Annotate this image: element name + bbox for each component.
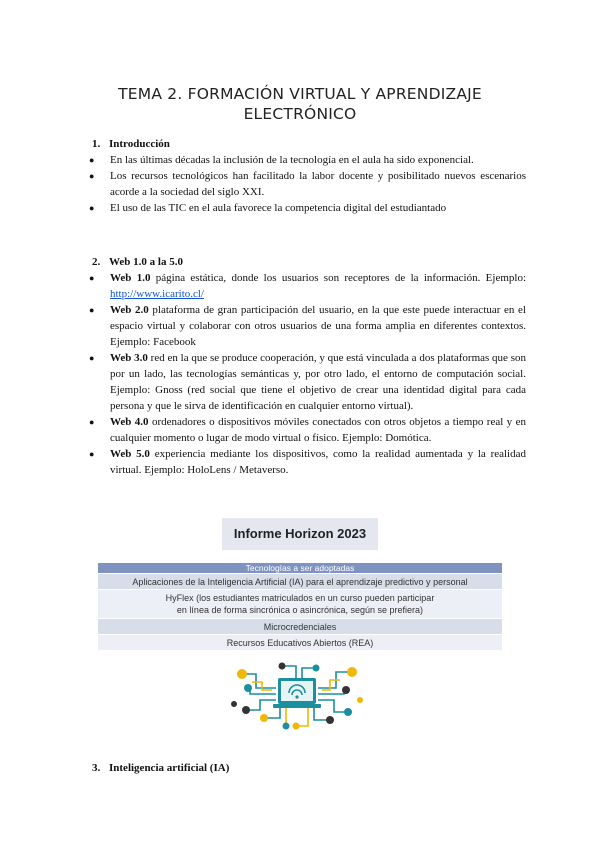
horizon-table — [98, 563, 502, 651]
icarito-link[interactable]: http://www.icarito.cl/ — [110, 288, 204, 300]
list-item: ● Los recursos tecnológicos han facilitado la labor docente y posibilitado nuevos escenarios acorde a la sociedad del siglo XXI. — [92, 168, 526, 200]
section-web — [92, 254, 526, 478]
list-item: ● El uso de las TIC en el aula favorece la competencia digital del estudiantado — [92, 200, 526, 216]
technology-network-illustration — [226, 660, 368, 732]
table-row: HyFlex (los estudiantes matriculados en un curso pueden participar en línea de forma sincrónica o asincrónica, según se prefiera) — [98, 590, 502, 619]
section-heading: 2. Web 1.0 a la 5.0 — [92, 256, 183, 268]
table-row: Aplicaciones de la Inteligencia Artificial (IA) para el aprendizaje predictivo y personal — [98, 574, 502, 590]
list-item-web2: ● Web 2.0 plataforma de gran participación del usuario, en la que este puede interactuar en el espacio virtual y colaborar con otros usuarios de una forma amplia en diferentes contextos. Ejemplo: Facebook — [92, 302, 526, 350]
list-item-web4: ● Web 4.0 ordenadores o dispositivos móviles conectados con otros objetos a tiempo real y en cualquier momento o lugar de modo virtual o físico. Ejemplo: Domótica. — [92, 414, 526, 446]
web-list — [92, 270, 526, 478]
title-line-1: TEMA 2. FORMACIÓN VIRTUAL Y APRENDIZAJE — [118, 85, 482, 103]
document-title — [60, 84, 540, 124]
list-item-web5: ● Web 5.0 experiencia mediante los dispositivos, como la realidad aumentada y la realidad virtual. Ejemplo: HoloLens / Metaverso. — [92, 446, 526, 478]
title-line-2: ELECTRÓNICO — [243, 105, 357, 123]
section-inteligencia-artificial: 3. Inteligencia artificial (IA) — [92, 762, 230, 774]
section-introduccion — [92, 136, 526, 216]
list-item-web1: ● Web 1.0 página estática, donde los usuarios son receptores de la información. Ejemplo: http://www.icarito.cl/ — [92, 270, 526, 302]
table-row: Microcredenciales — [98, 619, 502, 635]
list-item-web3: ● Web 3.0 red en la que se produce cooperación, y que está vinculada a dos plataformas que son por un lado, las tecnologías semánticas y, por otro lado, el entorno de computación social. Ejemplo: Gnoss (red social que tiene el objetivo de crear una identidad digital para cada persona y que le sirva de identificación en cualquier entorno virtual). — [92, 350, 526, 414]
laptop-wifi-icon — [273, 678, 321, 708]
section-heading: 1. Introducción — [92, 138, 170, 150]
list-item: ● En las últimas décadas la inclusión de la tecnología en el aula ha sido exponencial. — [92, 152, 526, 168]
intro-list — [92, 152, 526, 216]
table-row: Recursos Educativos Abiertos (REA) — [98, 635, 502, 651]
horizon-title: Informe Horizon 2023 — [222, 518, 378, 550]
table-header: Tecnologías a ser adoptadas — [98, 563, 502, 574]
